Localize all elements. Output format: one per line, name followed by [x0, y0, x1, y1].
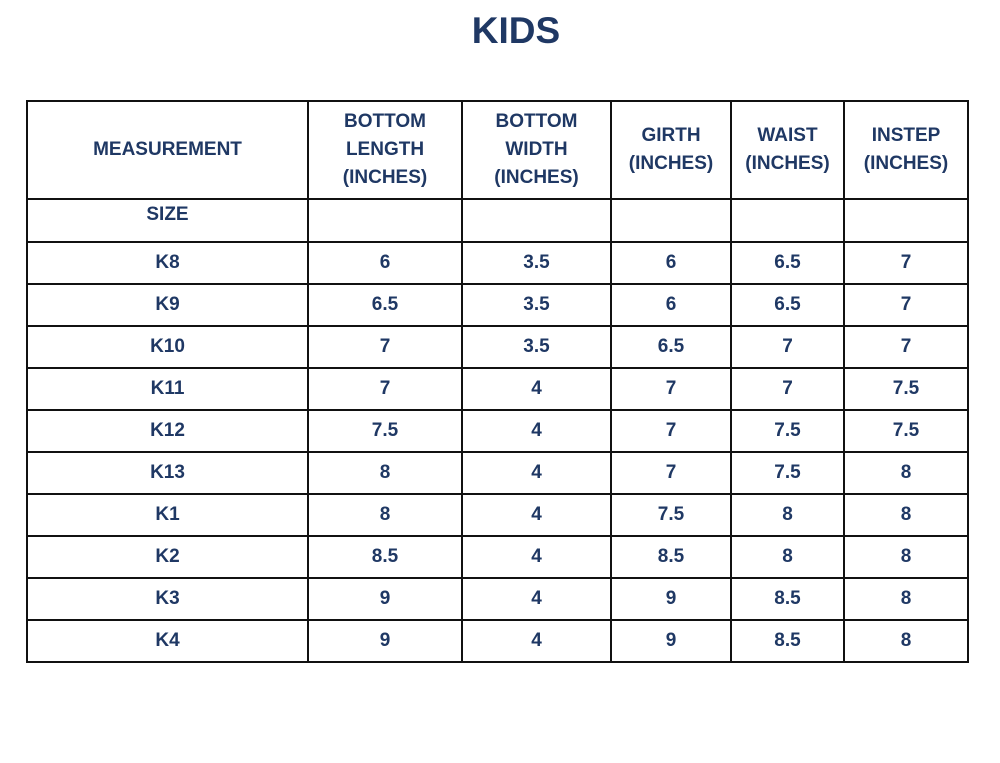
waist-cell: 8 [731, 536, 844, 578]
table-row [27, 452, 968, 494]
bottom-width-cell: 3.5 [462, 284, 611, 326]
bottom-length-cell: 9 [308, 620, 462, 662]
page-title: KIDS [471, 10, 561, 51]
waist-cell: 7.5 [731, 410, 844, 452]
instep-cell: 7.5 [844, 368, 968, 410]
empty-cell [731, 199, 844, 242]
empty-cell [844, 199, 968, 242]
size-cell: K1 [27, 494, 308, 536]
bottom-width-cell: 4 [462, 410, 611, 452]
size-cell: K12 [27, 410, 308, 452]
waist-cell: 6.5 [731, 284, 844, 326]
header-cell-measurement: MEASUREMENT [27, 101, 308, 199]
girth-cell: 9 [611, 620, 731, 662]
bottom-width-cell: 4 [462, 578, 611, 620]
instep-cell: 7 [844, 284, 968, 326]
table-row [27, 578, 968, 620]
bottom-length-cell: 8.5 [308, 536, 462, 578]
bottom-width-cell: 3.5 [462, 326, 611, 368]
header-cell-bottom-length: BOTTOM LENGTH (INCHES) [308, 101, 462, 199]
instep-cell: 8 [844, 620, 968, 662]
bottom-width-cell: 4 [462, 494, 611, 536]
girth-cell: 9 [611, 578, 731, 620]
header-cell-waist: WAIST (INCHES) [731, 101, 844, 199]
instep-cell: 8 [844, 536, 968, 578]
instep-cell: 7 [844, 242, 968, 284]
bottom-length-cell: 7 [308, 368, 462, 410]
bottom-length-cell: 6 [308, 242, 462, 284]
table-row [27, 326, 968, 368]
girth-cell: 7 [611, 410, 731, 452]
girth-cell: 7 [611, 368, 731, 410]
instep-cell: 8 [844, 494, 968, 536]
waist-cell: 8.5 [731, 620, 844, 662]
size-cell: K4 [27, 620, 308, 662]
bottom-length-cell: 8 [308, 452, 462, 494]
table-row [27, 242, 968, 284]
table-row [27, 620, 968, 662]
size-label-cell: SIZE [27, 199, 308, 242]
waist-cell: 7 [731, 326, 844, 368]
table-row [27, 284, 968, 326]
girth-cell: 6 [611, 242, 731, 284]
girth-cell: 6.5 [611, 326, 731, 368]
size-chart-table [26, 100, 969, 663]
girth-cell: 8.5 [611, 536, 731, 578]
empty-cell [462, 199, 611, 242]
table-row [27, 410, 968, 452]
bottom-width-cell: 4 [462, 620, 611, 662]
waist-cell: 8 [731, 494, 844, 536]
girth-cell: 6 [611, 284, 731, 326]
bottom-length-cell: 7.5 [308, 410, 462, 452]
girth-cell: 7 [611, 452, 731, 494]
size-cell: K8 [27, 242, 308, 284]
header-cell-instep: INSTEP (INCHES) [844, 101, 968, 199]
instep-cell: 7 [844, 326, 968, 368]
size-cell: K9 [27, 284, 308, 326]
table-row [27, 368, 968, 410]
waist-cell: 6.5 [731, 242, 844, 284]
size-cell: K3 [27, 578, 308, 620]
bottom-length-cell: 8 [308, 494, 462, 536]
header-cell-girth: GIRTH (INCHES) [611, 101, 731, 199]
size-label-row [27, 199, 968, 242]
bottom-length-cell: 9 [308, 578, 462, 620]
size-cell: K2 [27, 536, 308, 578]
size-cell: K13 [27, 452, 308, 494]
bottom-width-cell: 3.5 [462, 242, 611, 284]
table-row [27, 536, 968, 578]
size-cell: K10 [27, 326, 308, 368]
instep-cell: 8 [844, 452, 968, 494]
bottom-length-cell: 7 [308, 326, 462, 368]
waist-cell: 8.5 [731, 578, 844, 620]
table-row [27, 494, 968, 536]
header-cell-bottom-width: BOTTOM WIDTH (INCHES) [462, 101, 611, 199]
bottom-width-cell: 4 [462, 452, 611, 494]
header-row [27, 101, 968, 199]
bottom-width-cell: 4 [462, 368, 611, 410]
bottom-width-cell: 4 [462, 536, 611, 578]
size-cell: K11 [27, 368, 308, 410]
waist-cell: 7.5 [731, 452, 844, 494]
waist-cell: 7 [731, 368, 844, 410]
instep-cell: 7.5 [844, 410, 968, 452]
empty-cell [611, 199, 731, 242]
girth-cell: 7.5 [611, 494, 731, 536]
empty-cell [308, 199, 462, 242]
instep-cell: 8 [844, 578, 968, 620]
bottom-length-cell: 6.5 [308, 284, 462, 326]
